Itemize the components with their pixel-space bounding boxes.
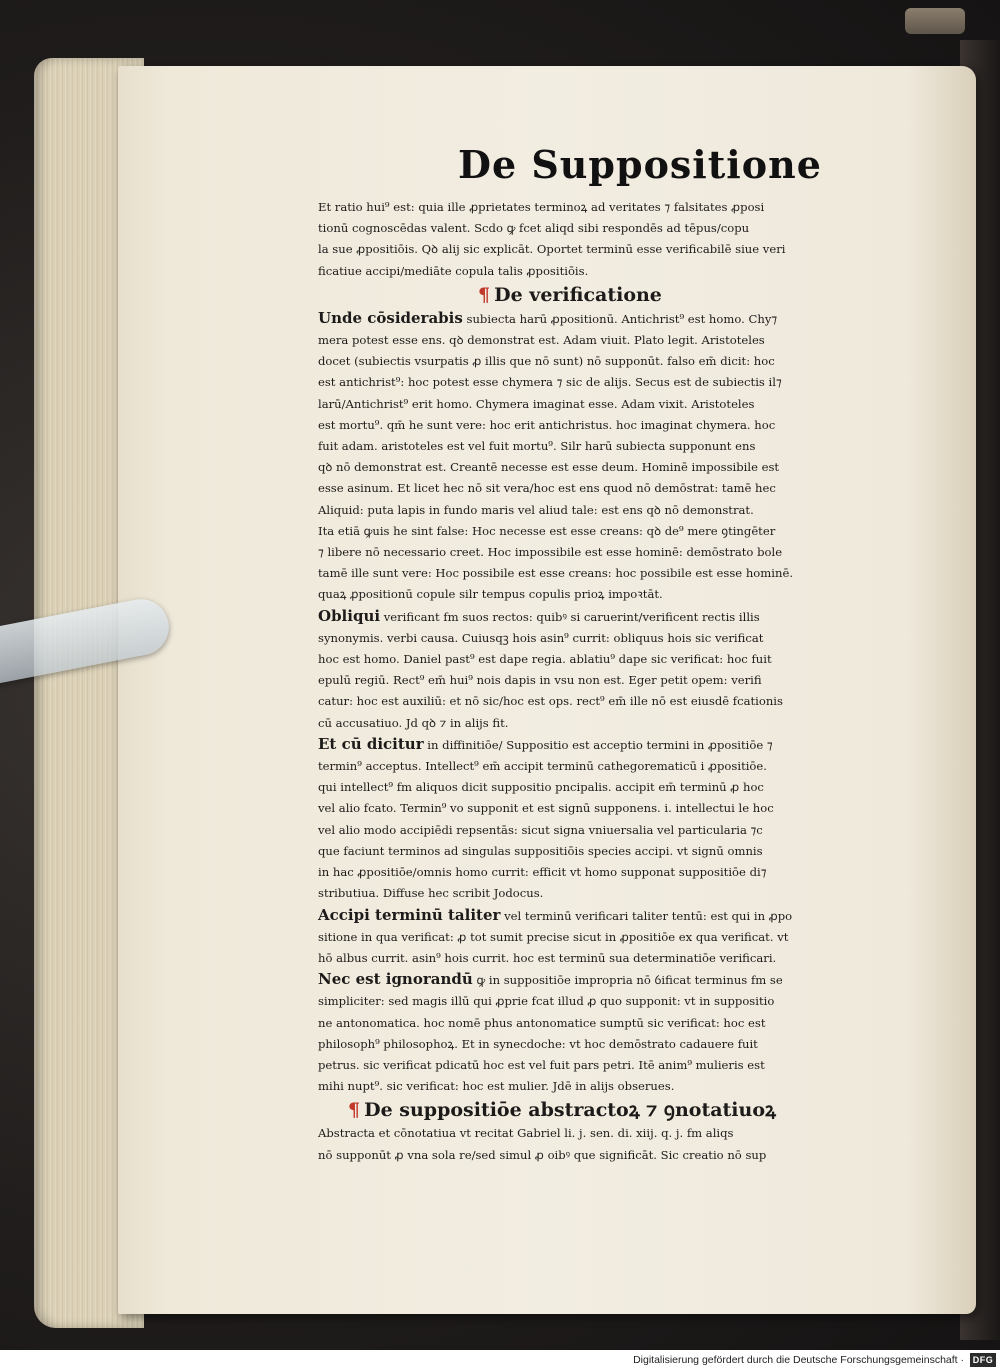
text-line xyxy=(318,991,958,1012)
line-text: mihi nupt⁹. sic verificat: hoc est mulier. Jdē in alijs obserues. xyxy=(318,1079,675,1094)
text-line xyxy=(318,308,958,330)
line-text: Aliquid: puta lapis in fundo maris vel aliud tale: est ens qꝺ nō demonstrat. xyxy=(318,502,754,517)
line-text: docet (subiectis vsurpatis ꝓ illis que nō sunt) nō supponūt. falso em̄ dicit: hoc xyxy=(318,354,775,369)
text-line xyxy=(318,197,958,218)
text-line xyxy=(318,330,958,351)
line-text: qꝺ nō demonstrat est. Creantē necesse est esse deum. Hominē impossibile est xyxy=(318,460,780,475)
section-heading xyxy=(318,1097,958,1123)
text-line xyxy=(318,521,958,542)
line-text: Abstracta et cōnotatiua vt recitat Gabriel li. j. sen. di. xiij. q. j. fm aliqs xyxy=(318,1126,734,1141)
line-text: vel alio modo accipiēdi repsentās: sicut signa vniuersalia vel particularia ⁊c xyxy=(318,822,763,837)
line-text: ne antonomatica. hoc nomē phus antonomatice sumptū sic verificat: hoc est xyxy=(318,1015,766,1030)
paragraph-lead: Nec est ignorandū xyxy=(318,970,473,989)
line-text: est mortu⁹. qm̄ he sunt vere: hoc erit antichristus. hoc imaginat chymera. hoc xyxy=(318,417,776,432)
line-text: vel alio fcato. Termin⁹ vo supponit et est signū supponens. i. intellectui le hoc xyxy=(318,801,774,816)
text-line xyxy=(318,415,958,436)
text-line xyxy=(318,883,958,904)
line-text: nō supponūt ꝓ vna sola re/sed simul ꝓ oibꝰ que significāt. Sic creatio nō sup xyxy=(318,1147,767,1162)
page-title: De Suppositione xyxy=(458,142,822,187)
line-text: mera potest esse ens. qꝺ demonstrat est. Adam viuit. Plato legit. Aristoteles xyxy=(318,333,765,348)
text-line xyxy=(318,649,958,670)
pilcrow-mark-icon: ¶ xyxy=(348,1099,361,1122)
text-line xyxy=(318,734,958,756)
line-text: synonymis. verbi causa. Cuiusqꝫ hois asin⁹ currit: obliquus hois sic verificat xyxy=(318,630,764,645)
line-text: stributiua. Diffuse hec scribit Jodocus. xyxy=(318,886,544,901)
paragraph xyxy=(318,606,958,734)
pilcrow-mark-icon: ¶ xyxy=(478,283,491,306)
text-line xyxy=(318,351,958,372)
line-text: fuit adam. aristoteles est vel fuit mortu⁹. Silr harū subiecta supponunt ens xyxy=(318,439,756,454)
paragraph-lead: Obliqui xyxy=(318,606,381,625)
line-text: subiecta harū ꝓpositionū. Antichrist⁹ est homo. Chy⁊ xyxy=(466,311,778,326)
paragraph xyxy=(318,905,958,970)
line-text: la sue ꝓpositiōis. Qꝺ alij sic explicāt. Oportet terminū esse verificabilē siue veri xyxy=(318,242,786,257)
line-text: hoc est homo. Daniel past⁹ est dape regia. ablatiu⁹ dape sic verificat: hoc fuit xyxy=(318,652,772,667)
text-line xyxy=(318,218,958,239)
text-line xyxy=(318,756,958,777)
line-text: qui intellect⁹ fm aliquos dicit suppositio pncipalis. accipit em̄ terminū ꝓ hoc xyxy=(318,780,764,795)
paragraph xyxy=(318,1123,958,1165)
footer-bar xyxy=(0,1350,1000,1371)
line-text: est antichrist⁹: hoc potest esse chymera ⁊ sic de alijs. Secus est de subiectis il⁊ xyxy=(318,375,782,390)
line-text: ficatiue accipi/mediāte copula talis ꝓpositiōis. xyxy=(318,263,589,278)
line-text: in diffinitiōe/ Suppositio est acceptio termini in ꝓpositiōe ⁊ xyxy=(427,737,773,752)
text-line xyxy=(318,239,958,260)
paragraph xyxy=(318,734,958,905)
line-text: epulū regiū. Rect⁹ em̄ hui⁹ nois dapis in vsu non est. Eger petit opem: verifi xyxy=(318,673,762,688)
text-line xyxy=(318,1076,958,1097)
text-line xyxy=(318,905,958,927)
section-heading-text: De suppositiōe abstractoꝝ ⁊ ꝯnotatiuoꝝ xyxy=(364,1099,776,1122)
dfg-logo: DFG xyxy=(970,1353,996,1367)
text-line xyxy=(318,713,958,734)
text-line xyxy=(318,394,958,415)
line-text: larū/Antichrist⁹ erit homo. Chymera imaginat esse. Adam vixit. Aristoteles xyxy=(318,396,755,411)
text-line xyxy=(318,1123,958,1144)
line-text: catur: hoc est auxiliū: et nō sic/hoc est ops. rect⁹ em̄ ille nō est eiusdē fcationis xyxy=(318,694,783,709)
line-text: tionū cognoscēdas valent. Scdo ꝙ fcet aliqd sibi respondēs ad tēpus/copu xyxy=(318,221,750,236)
line-text: simpliciter: sed magis illū qui ꝓprie fcat illud ꝓ quo supponit: vt in suppositio xyxy=(318,994,775,1009)
text-line xyxy=(318,798,958,819)
text-line xyxy=(318,670,958,691)
line-text: ꝙ in suppositiōe impropria nō ỽificat terminus fm se xyxy=(476,973,783,988)
digitization-credit: Digitalisierung gefördert durch die Deutsche Forschungsgemeinschaft · xyxy=(633,1354,964,1366)
line-text: cū accusatiuo. Jd qꝺ ⁊ in alijs fit. xyxy=(318,715,509,730)
line-text: ⁊ libere nō necessario creet. Hoc impossibile est esse hominē: demōstrato bole xyxy=(318,545,783,560)
text-line xyxy=(318,927,958,948)
text-line xyxy=(318,1145,958,1166)
paragraph-lead: Et cū dicitur xyxy=(318,734,424,753)
text-line xyxy=(318,500,958,521)
line-text: termin⁹ acceptus. Intellect⁹ em̄ accipit terminū cathegorematicū i ꝓpositiōe. xyxy=(318,759,767,774)
text-line xyxy=(318,777,958,798)
text-line xyxy=(318,1034,958,1055)
text-line xyxy=(318,1013,958,1034)
text-line xyxy=(318,478,958,499)
line-text: Et ratio hui⁹ est: quia ille ꝓprietates terminoꝝ ad veritates ⁊ falsitates ꝓposi xyxy=(318,200,765,214)
line-text: quaꝝ ꝓpositionū copule silr tempus copulis prioꝝ impoꝛtāt. xyxy=(318,587,663,602)
paragraph xyxy=(318,197,958,282)
section-heading xyxy=(318,282,958,308)
text-line xyxy=(318,862,958,883)
text-line xyxy=(318,691,958,712)
text-line xyxy=(318,261,958,282)
text-line xyxy=(318,457,958,478)
text-blocks xyxy=(318,197,958,1166)
line-text: tamē ille sunt vere: Hoc possibile est esse creans: hoc possibile est esse hominē. xyxy=(318,566,793,581)
line-text: hō albus currit. asin⁹ hois currit. hoc est terminū sua determinatiōe verificari. xyxy=(318,950,777,965)
paragraph xyxy=(318,308,958,606)
line-text: que faciunt terminos ad singulas suppositiōis species accipi. vt signū omnis xyxy=(318,843,763,858)
text-line xyxy=(318,372,958,393)
text-line xyxy=(318,948,958,969)
text-line xyxy=(318,841,958,862)
text-line xyxy=(318,969,958,991)
line-text: verificant fm suos rectos: quibꝰ si caruerint/verificent rectis illis xyxy=(383,609,760,624)
line-text: in hac ꝓpositiōe/omnis homo currit: efficit vt homo supponat suppositiōe di⁊ xyxy=(318,865,767,880)
line-text: petrus. sic verificat pdicatū hoc est vel fuit pars petri. Itē anim⁹ mulieris est xyxy=(318,1057,765,1072)
text-line xyxy=(318,1055,958,1076)
line-text: Ita etiā ꝙuis he sint false: Hoc necesse est esse creans: qꝺ de⁹ mere ꝯtingēter xyxy=(318,523,776,538)
text-line xyxy=(318,542,958,563)
text-line xyxy=(318,606,958,628)
text-line xyxy=(318,628,958,649)
paragraph-lead: Accipi terminū taliter xyxy=(318,905,501,924)
paragraph-lead: Unde cōsiderabis xyxy=(318,308,463,327)
text-line xyxy=(318,584,958,605)
line-text: vel terminū verificari taliter tentū: est qui in ꝓpo xyxy=(504,908,793,923)
text-line xyxy=(318,436,958,457)
line-text: philosoph⁹ philosophoꝝ. Et in synecdoche: vt hoc demōstrato cadauere fuit xyxy=(318,1036,758,1051)
text-line xyxy=(318,563,958,584)
book-clasp xyxy=(905,8,965,34)
line-text: esse asinum. Et licet hec nō sit vera/hoc est ens quod nō demōstrat: tamē hec xyxy=(318,481,776,496)
section-heading-text: De verificatione xyxy=(494,283,662,306)
paragraph xyxy=(318,969,958,1097)
page-text xyxy=(318,142,958,1166)
text-line xyxy=(318,820,958,841)
line-text: sitione in qua verificat: ꝓ tot sumit precise sicut in ꝓpositiōe ex qua verificat. vt xyxy=(318,929,789,944)
